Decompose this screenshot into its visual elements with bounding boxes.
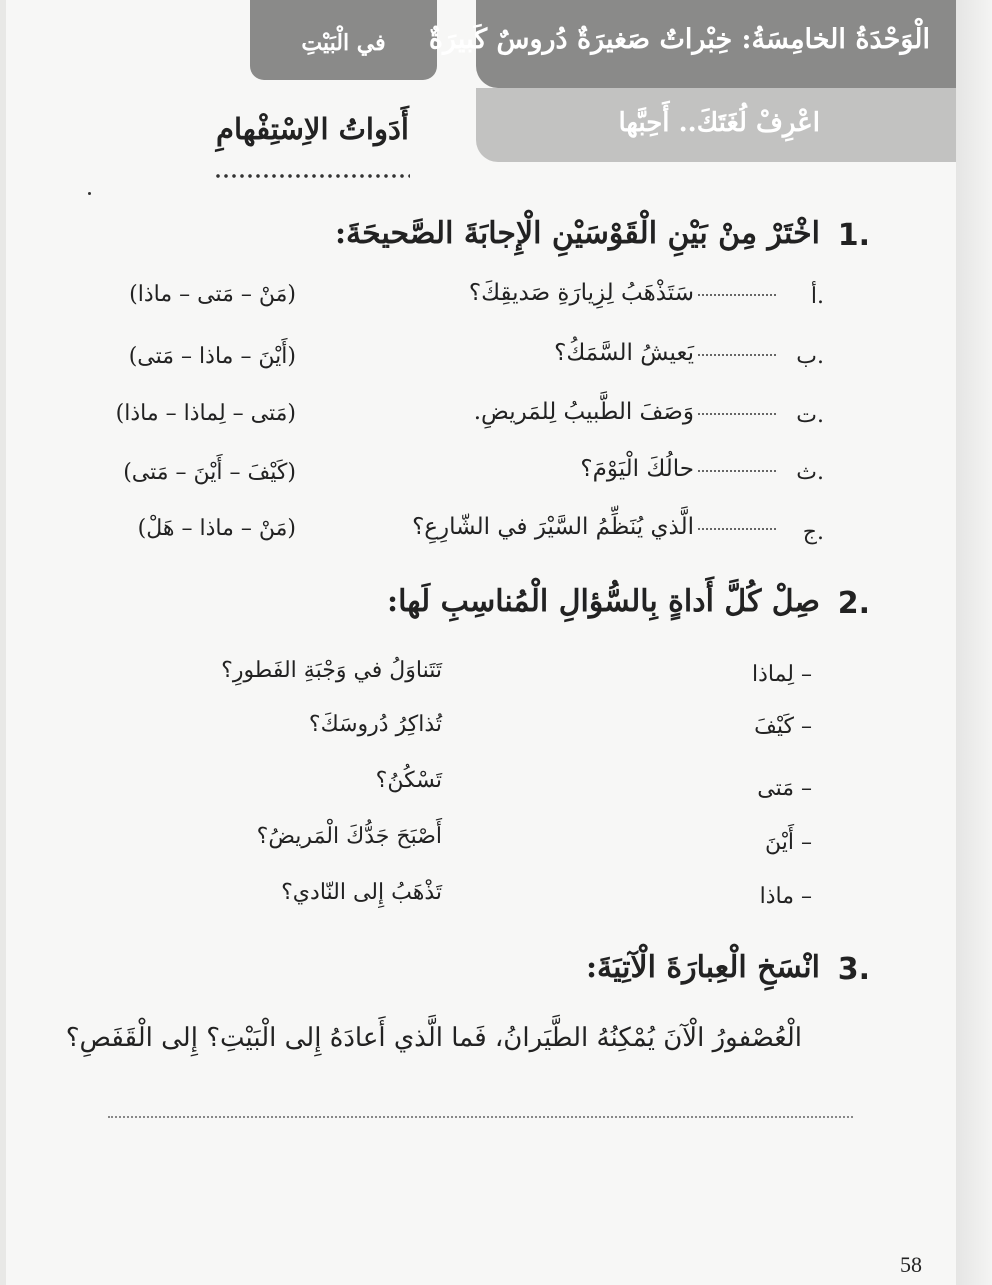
page-gutter-shadow (956, 0, 992, 1285)
ex1-options: (أَيْنَ – ماذا – مَتى) (128, 344, 296, 369)
match-question[interactable]: تَذْهَبُ إِلى النّادي؟ (281, 880, 442, 905)
answer-blank[interactable] (698, 469, 776, 472)
ex1-options: (مَنْ – ماذا – هَلْ) (137, 516, 296, 541)
ex1-letter: ث. (796, 460, 824, 485)
ex1-options: (كَيْفَ – أَيْنَ – مَتى) (123, 460, 296, 485)
exercise3-instruction: انْسَخِ الْعِبارَةَ الْآتِيَةَ: (585, 950, 820, 985)
ex1-options: (مَتى – لِماذا – ماذا) (115, 401, 296, 426)
ex1-letter: أ. (810, 284, 824, 309)
tool-item[interactable]: – كَيْفَ (754, 714, 812, 739)
tool-item[interactable]: – مَتى (757, 776, 812, 801)
ex1-question: يَعيشُ السَّمَكُ؟ (554, 340, 780, 366)
page-left-edge (0, 0, 6, 1285)
answer-blank[interactable] (698, 527, 776, 530)
exercise1-instruction: اخْتَرْ مِنْ بَيْنِ الْقَوْسَيْنِ الْإِجابَةَ الصَّحيحَةَ: (334, 216, 820, 251)
exercise2-number: 2. (837, 586, 870, 621)
stray-dot (88, 192, 91, 195)
exercise1-number: 1. (837, 218, 870, 253)
ex1-question: وَصَفَ الطَّبيبُ لِلمَريضِ. (474, 399, 780, 425)
match-question[interactable]: تَسْكُنُ؟ (375, 768, 442, 793)
exercise2-instruction: صِلْ كُلَّ أَداةٍ بِالسُّؤالِ الْمُناسِبِ لَها: (387, 584, 820, 619)
ex1-options: (مَنْ – مَتى – ماذا) (129, 282, 296, 307)
tool-item[interactable]: – لِماذا (751, 662, 812, 687)
tool-item[interactable]: – أَيْنَ (765, 830, 812, 855)
ex1-letter: ب. (796, 344, 824, 369)
unit-title: الْوَحْدَةُ الخامِسَةُ: خِبْراتٌ صَغيرَةٌ دُروسٌ كَبيرَةٌ (428, 24, 930, 55)
answer-blank[interactable] (698, 293, 776, 296)
title-dotted-underline (214, 172, 410, 180)
match-question[interactable]: أَصْبَحَ جَدُّكَ الْمَريضُ؟ (256, 824, 442, 849)
ex1-letter: ت. (796, 403, 824, 428)
copy-answer-line[interactable] (108, 1116, 853, 1118)
page-number: 58 (900, 1252, 922, 1277)
exercise3-number: 3. (837, 952, 870, 987)
answer-blank[interactable] (698, 412, 776, 415)
lesson-title: أَدَواتُ الاِسْتِفْهامِ (216, 112, 409, 146)
home-tab-label: في الْبَيْتِ (301, 30, 386, 56)
ex1-question: الَّذي يُنَظِّمُ السَّيْرَ في الشّارِعِ؟ (412, 514, 780, 540)
match-question[interactable]: تَتَناوَلُ في وَجْبَةِ الفَطورِ؟ (221, 658, 442, 683)
ex1-question: سَتَذْهَبُ لِزِيارَةِ صَديقِكَ؟ (469, 280, 780, 306)
answer-blank[interactable] (698, 353, 776, 356)
ex1-letter: ج. (802, 520, 824, 545)
copy-sentence: الْعُصْفورُ الْآنَ يُمْكِنُهُ الطَّيَرانُ، فَما الَّذي أَعادَهُ إِلى الْبَيْتِ؟ إِلى الْقَفَصِ؟ (65, 1023, 802, 1053)
tool-item[interactable]: – ماذا (759, 884, 812, 909)
match-question[interactable]: تُذاكِرُ دُروسَكَ؟ (308, 712, 442, 737)
ex1-question: حالُكَ الْيَوْمَ؟ (580, 456, 780, 482)
lesson-subtitle: اعْرِفْ لُغَتَكَ.. أَحِبَّها (618, 108, 820, 138)
